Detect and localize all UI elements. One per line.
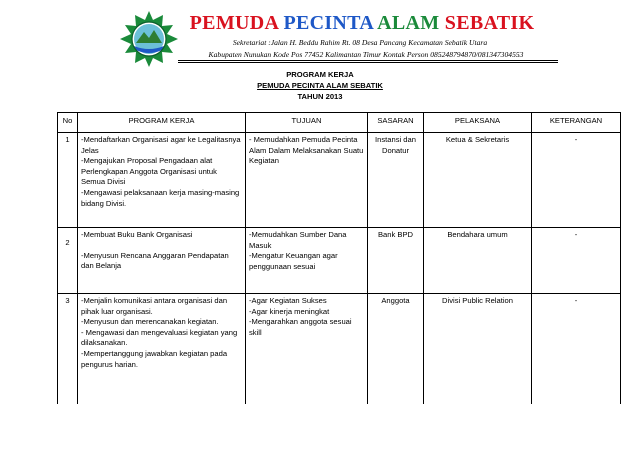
column-header-pelaksana: PELAKSANA [424, 113, 532, 133]
pelaksana-cell: Bendahara umum [424, 228, 532, 294]
program-item: -Menyusun dan merencanakan kegiatan. [81, 317, 219, 327]
tujuan-item: -Agar kinerja meningkat [249, 306, 330, 316]
program-cell [78, 133, 246, 228]
column-header-no: No [58, 113, 78, 133]
column-header-program: PROGRAM KERJA [78, 113, 246, 133]
program-cell [78, 294, 246, 404]
document-subheading: PEMUDA PECINTA ALAM SEBATIK [257, 81, 383, 90]
column-header-keterangan: KETERANGAN [532, 113, 621, 133]
table-row [58, 228, 621, 294]
table-row [58, 133, 621, 228]
column-header-tujuan: TUJUAN [246, 113, 368, 133]
program-item: -Menyusun Rencana Anggaran Pendapatan dan Belanja [81, 250, 229, 271]
document-year: TAHUN 2013 [297, 92, 343, 101]
address-line-1: Sekretariat :Jalan H. Beddu Rahim Rt. 08 Desa Pancang Kecamatan Sebatik Utara [232, 38, 488, 47]
row-number: 3 [58, 294, 78, 404]
program-item: -Mengawasi pelaksanaan kerja masing-masing bidang Divisi. [81, 187, 240, 208]
sasaran-cell: Anggota [368, 294, 424, 404]
program-item: -Menjalin komunikasi antara organisasi dan pihak luar organisasi. [81, 296, 228, 316]
tujuan-cell [246, 228, 368, 294]
header-divider [178, 60, 558, 61]
sasaran-cell: Bank BPD [368, 228, 424, 294]
table-row [58, 294, 621, 404]
program-item: -Membuat Buku Bank Organisasi [81, 230, 193, 239]
title-word-sebatik: SEBATIK [444, 12, 535, 34]
address-line-2: Kabupaten Nunukan Kode Pos 77452 Kalimantan Timur Kontak Person 085248794870/081347304553 [208, 50, 524, 59]
table-header-row [58, 113, 621, 133]
organization-title [186, 12, 538, 35]
program-item: -Mendaftarkan Organisasi agar ke Legalitasnya Jelas [81, 135, 241, 155]
keterangan-cell: - [532, 228, 621, 294]
header-divider-secondary [178, 62, 558, 63]
program-item: - Mengawasi dan mengevaluasi kegiatan yang dilaksanakan. [81, 327, 238, 348]
document-heading: PROGRAM KERJA [286, 70, 354, 79]
program-table [57, 112, 621, 404]
program-item: -Mengajukan Proposal Pengadaan alat Perlengkapan Anggota Organisasi untuk Semua Divisi [81, 156, 217, 187]
tujuan-item: -Memudahkan Sumber Dana Masuk [249, 230, 347, 250]
tujuan-item: -Mengarahkan anggota sesuai skill [249, 317, 352, 337]
title-word-alam: ALAM [377, 12, 440, 34]
sasaran-cell: Instansi dan Donatur [368, 133, 424, 228]
tujuan-item: - Memudahkan Pemuda Pecinta Alam Dalam Melaksanakan Suatu Kegiatan [249, 135, 364, 166]
row-number [58, 228, 78, 294]
title-word-pemuda: PEMUDA [189, 12, 279, 34]
column-header-sasaran: SASARAN [368, 113, 424, 133]
title-word-pecinta: PECINTA [283, 12, 373, 34]
program-cell [78, 228, 246, 294]
tujuan-item: -Mengatur Keuangan agar penggunaan sesuai [249, 251, 338, 271]
program-item: -Mempertanggung jawabkan kegiatan pada pengurus harian. [81, 348, 228, 369]
keterangan-cell: - [532, 294, 621, 404]
tujuan-cell [246, 133, 368, 228]
row-number: 1 [58, 133, 78, 228]
organization-logo [118, 10, 180, 68]
tujuan-cell [246, 294, 368, 404]
keterangan-cell: - [532, 133, 621, 228]
pelaksana-cell: Divisi Public Relation [424, 294, 532, 404]
tujuan-item: -Agar Kegiatan Sukses [249, 296, 327, 305]
row-number-text: 2 [65, 238, 70, 247]
spacer [81, 241, 242, 251]
pelaksana-cell: Ketua & Sekretaris [424, 133, 532, 228]
